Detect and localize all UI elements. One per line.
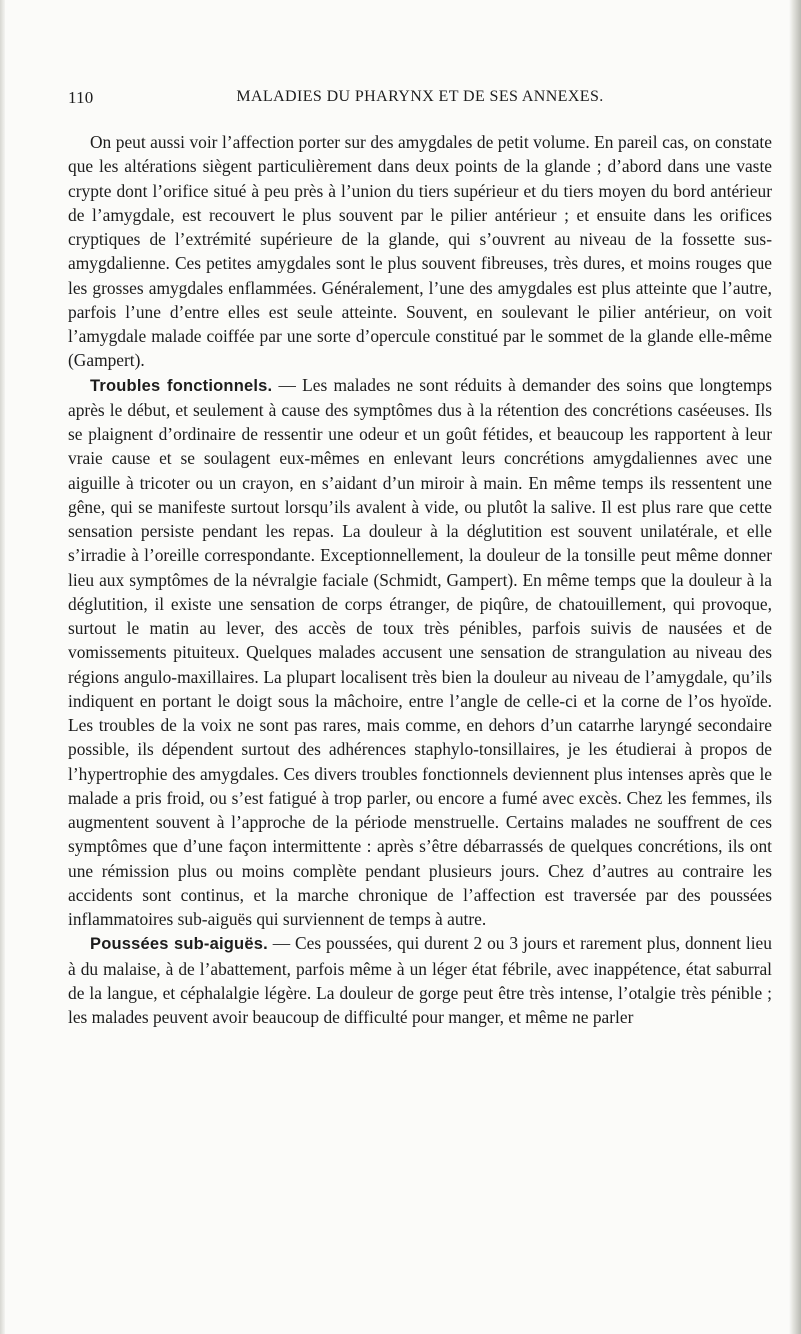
book-page (68, 88, 772, 1029)
page-left-edge (0, 0, 5, 1334)
paragraph-functional-troubles (68, 373, 772, 932)
page-right-edge (789, 0, 801, 1334)
body-text (68, 130, 772, 1029)
paragraph-subacute-flares (68, 931, 772, 1029)
running-title: MALADIES DU PHARYNX ET DE SES ANNEXES. (236, 88, 604, 105)
page-number: 110 (68, 88, 94, 107)
paragraph-text: On peut aussi voir l’affection porter sur des amygdales de petit volume. En pareil cas, on constate que les altérations siègent particulièrement dans deux points de la glande ; d’abord dans une vaste crypte dont l’orifice situé à peu près à l’union du tiers supérieur et du tiers moyen du bord antérieur de l’amygdale, est recouvert le plus souvent par le pilier antérieur ; et ensuite dans les orifices cryptiques de l’extrémité supérieure de la glande, qui s’ouvrent au niveau de la fossette sus-amygdalienne. Ces petites amygdales sont le plus souvent fibreuses, très dures, et moins rouges que les grosses amygdales enflammées. Généralement, l’une des amygdales est plus atteinte que l’autre, parfois l’une d’entre elles est seule atteinte. Souvent, en soulevant le pilier antérieur, on voit l’amygdale malade coiffée par une sorte d’opercule constitué par le sommet de la glande elle-même (Gampert). (68, 132, 772, 371)
paragraph-text: — Ces poussées, qui durent 2 ou 3 jours et rarement plus, donnent lieu à du malaise, à de l’abattement, parfois même à un léger état fébrile, avec inappétence, état saburral de la langue, et céphalalgie légère. La douleur de gorge peut être très intense, l’otalgie très pénible ; les malades peuvent avoir beaucoup de difficulté pour manger, et même ne parler (68, 933, 772, 1027)
section-heading-functional-troubles: Troubles fonctionnels. (90, 376, 273, 395)
running-header (68, 88, 772, 118)
paragraph-small-amygdales (68, 130, 772, 373)
paragraph-text: — Les malades ne sont réduits à demander des soins que longtemps après le début, et seulement à cause des symptômes dus à la rétention des concrétions caséeuses. Ils se plaignent d’ordinaire de ressentir une odeur et un goût fétides, et beaucoup les rapportent à leur vraie cause et se soulagent eux-mêmes en enlevant leurs concrétions amygdaliennes avec une aiguille à tricoter ou un crayon, en s’aidant d’un miroir à main. En même temps ils ressentent une gêne, qui se manifeste surtout lorsqu’ils avalent à vide, ou plutôt la salive. Il est plus rare que cette sensation persiste pendant les repas. La douleur à la déglutition est souvent unilatérale, et elle s’irradie à l’oreille correspondante. Exceptionnellement, la douleur de la tonsille peut même donner lieu aux symptômes de la névralgie faciale (Schmidt, Gampert). En même temps que la douleur à la déglutition, il existe une sensation de corps étranger, de piqûre, de chatouillement, qui provoque, surtout le matin au lever, des accès de toux très pénibles, parfois suivis de nausées et de vomissements pituiteux. Quelques malades accusent une sensation de strangulation au niveau des régions angulo-maxillaires. La plupart localisent très bien la douleur au niveau de l’amygdale, qu’ils indiquent en portant le doigt sous la mâchoire, entre l’angle de celle-ci et la corne de l’os hyoïde. Les troubles de la voix ne sont pas rares, mais comme, en dehors d’un catarrhe laryngé secondaire possible, ils dépendent surtout des adhérences staphylo-tonsillaires, je les étudierai à propos de l’hypertrophie des amygdales. Ces divers troubles fonctionnels deviennent plus intenses après que le malade a pris froid, ou s’est fatigué à trop parler, ou encore a fumé avec excès. Chez les femmes, ils augmentent souvent à l’approche de la période menstruelle. Certains malades ne souffrent de ces symptômes que d’une façon intermittente : après s’être débarrassés de quelques concrétions, ils ont une rémission plus ou moins complète pendant plusieurs jours. Chez d’autres au contraire les accidents sont continus, et la marche chronique de l’affection est traversée par des poussées inflammatoires sub-aiguës qui surviennent de temps à autre. (68, 374, 772, 929)
section-heading-subacute-flares: Poussées sub-aiguës. (90, 935, 268, 954)
